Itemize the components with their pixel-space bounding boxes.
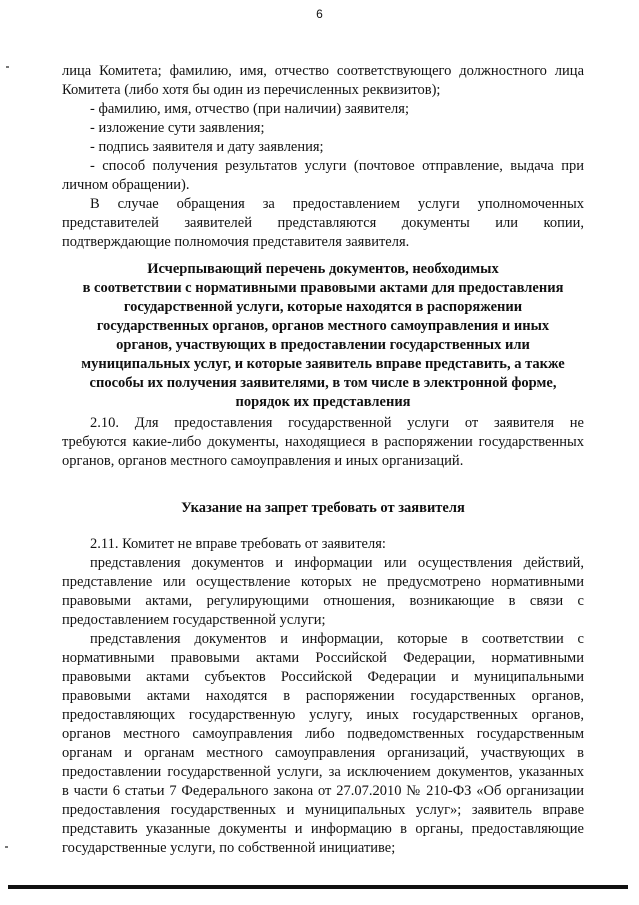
heading-line: Исчерпывающий перечень документов, необходимых [147, 261, 499, 277]
heading-line: органов, участвующих в предоставлении государственных или [116, 337, 530, 353]
list-item: - подпись заявителя и дату заявления; [90, 139, 324, 155]
text-line: предоставлением государственной услуги; [62, 612, 326, 628]
text-line: правовыми актами субъектов Российской Федерации и муниципальными [62, 669, 584, 685]
heading-line: государственной услуги, которые находятся в распоряжении [123, 299, 523, 315]
scan-speck [5, 846, 8, 848]
heading-line: государственных органов, органов местного самоуправления и иных [96, 318, 550, 334]
heading-line: в соответствии с нормативными правовыми актами для предоставления [82, 280, 564, 296]
text-line: правовыми актами находятся в распоряжении государственных органов, [62, 688, 584, 704]
section-heading-prohibition [62, 499, 584, 518]
list-item: - фамилию, имя, отчество (при наличии) заявителя; [90, 101, 409, 117]
text-line: лица Комитета; фамилию, имя, отчество соответствующего должностного лица [62, 63, 584, 79]
text-line: Комитета (либо хотя бы один из перечисленных реквизитов); [62, 82, 441, 98]
text-line: нормативными правовыми актами Российской Федерации, нормативными [62, 650, 584, 666]
text-line: правовыми актами, регулирующими отношения, возникающие в связи с [62, 593, 584, 609]
text-line: органов местного самоуправления либо подведомственных государственным [62, 726, 584, 742]
text-line: предоставления государственных и муниципальных услуг»; заявитель вправе [62, 802, 584, 818]
text-line: представления документов и информации или осуществления действий, [90, 555, 584, 571]
heading-line: Указание на запрет требовать от заявителя [181, 500, 465, 516]
text-line: представление или осуществление которых не предусмотрено нормативными [62, 574, 584, 590]
section-heading-documents [62, 260, 584, 412]
text-line: требуются какие-либо документы, находящиеся в распоряжении государственных [62, 434, 584, 450]
text-line: представления документов и информации, которые в соответствии с [90, 631, 584, 647]
text-line: органов, органов местного самоуправления и иных организаций. [62, 453, 464, 469]
list-item: - изложение сути заявления; [90, 120, 265, 136]
heading-line: способы их получения заявителями, в том числе в электронной форме, [89, 375, 557, 391]
text-line: личном обращении). [62, 177, 190, 193]
text-line: подтверждающие полномочия представителя заявителя. [62, 234, 410, 250]
text-line: представителей заявителей представляются документы или копии, [62, 215, 584, 231]
text-line: государственные услуги, по собственной инициативе; [62, 840, 396, 856]
scan-speck [6, 66, 9, 68]
scan-bottom-edge [8, 885, 628, 889]
text-line: предоставляющих государственную услугу, иных государственных органов, [62, 707, 584, 723]
text-line: 2.11. Комитет не вправе требовать от заявителя: [90, 536, 386, 552]
text-line: в части 6 статьи 7 Федерального закона от 27.07.2010 № 210-ФЗ «Об организации [62, 783, 584, 799]
text-line: органам и органам местного самоуправления организаций, участвующих в [62, 745, 584, 761]
page-number: 6 [316, 7, 323, 21]
text-line: предоставлении государственной услуги, за исключением документов, указанных [62, 764, 584, 780]
paragraph-2-10 [62, 414, 584, 471]
paragraph-2-11 [62, 535, 584, 858]
heading-line: порядок их представления [235, 394, 411, 410]
list-item: - способ получения результатов услуги (почтовое отправление, выдача при [90, 158, 584, 174]
intro-text-block [62, 62, 584, 252]
text-line: представить указанные документы и информацию в органы, предоставляющие [62, 821, 584, 837]
text-line: 2.10. Для предоставления государственной услуги от заявителя не [90, 415, 584, 431]
text-line: В случае обращения за предоставлением услуги уполномоченных [90, 196, 584, 212]
heading-line: муниципальных услуг, и которые заявитель вправе представить, а также [81, 356, 565, 372]
